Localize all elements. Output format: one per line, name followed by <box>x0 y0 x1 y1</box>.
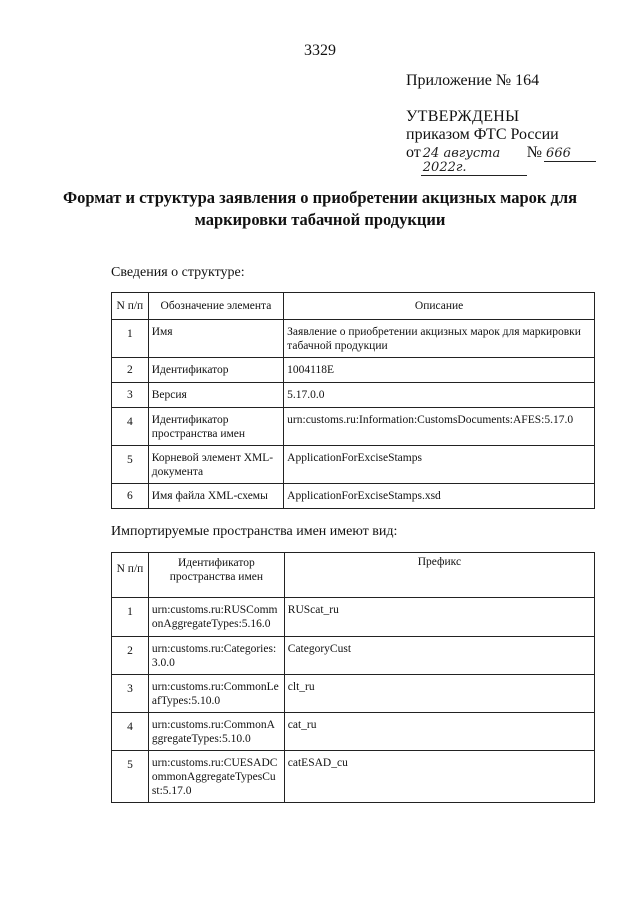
element-name: Имя <box>148 320 283 358</box>
number-prefix: № <box>526 144 543 161</box>
element-description: ApplicationForExciseStamps <box>284 446 595 484</box>
handwritten-date: 24 августа 2022г. <box>421 147 527 176</box>
table-row <box>112 446 595 484</box>
structure-section-label: Сведения о структуре: <box>111 265 245 280</box>
row-number: 5 <box>112 446 149 484</box>
table-row <box>112 751 595 803</box>
element-description: urn:customs.ru:Information:CustomsDocuments:AFES:5.17.0 <box>284 408 595 446</box>
table-row <box>112 598 595 637</box>
element-name: Имя файла XML-схемы <box>148 484 283 509</box>
table-row <box>112 637 595 675</box>
row-number: 5 <box>112 751 149 803</box>
table-row <box>112 358 595 383</box>
column-header: Идентификатор пространства имен <box>148 553 284 598</box>
table-row <box>112 383 595 408</box>
row-number: 1 <box>112 598 149 637</box>
namespace-prefix: clt_ru <box>284 675 594 713</box>
namespace-id: urn:customs.ru:CommonLeafTypes:5.10.0 <box>148 675 284 713</box>
table-row <box>112 320 595 358</box>
structure-table <box>111 292 595 509</box>
table-row <box>112 484 595 509</box>
element-name: Версия <box>148 383 283 408</box>
column-header: Обозначение элемента <box>148 293 283 320</box>
row-number: 2 <box>112 358 149 383</box>
row-number: 3 <box>112 383 149 408</box>
row-number: 4 <box>112 713 149 751</box>
table-row <box>112 675 595 713</box>
row-number: 2 <box>112 637 149 675</box>
namespace-id: urn:customs.ru:CommonAggregateTypes:5.10.0 <box>148 713 284 751</box>
appendix-label: Приложение № 164 <box>406 72 540 89</box>
table-header-row <box>112 293 595 320</box>
column-header: N п/п <box>112 553 149 598</box>
namespaces-table <box>111 552 595 803</box>
element-description: 5.17.0.0 <box>284 383 595 408</box>
namespace-id: urn:customs.ru:Categories:3.0.0 <box>148 637 284 675</box>
handwritten-order-number: 666 <box>544 147 596 162</box>
document-title: Формат и структура заявления о приобретении акцизных марок для маркировки табачной продукции <box>62 188 578 229</box>
row-number: 3 <box>112 675 149 713</box>
namespace-prefix: RUScat_ru <box>284 598 594 637</box>
page-number: 3329 <box>304 42 336 59</box>
column-header: Префикс <box>284 553 594 598</box>
column-header: N п/п <box>112 293 149 320</box>
row-number: 1 <box>112 320 149 358</box>
approved-label: УТВЕРЖДЕНЫ <box>406 108 520 125</box>
element-description: ApplicationForExciseStamps.xsd <box>284 484 595 509</box>
namespace-prefix: CategoryCust <box>284 637 594 675</box>
table-row <box>112 408 595 446</box>
column-header: Описание <box>284 293 595 320</box>
order-date-line <box>406 144 596 176</box>
namespace-prefix: catESAD_cu <box>284 751 594 803</box>
namespaces-section-label: Импортируемые пространства имен имеют вид: <box>111 524 398 539</box>
order-by-label: приказом ФТС России <box>406 126 559 143</box>
table-row <box>112 713 595 751</box>
row-number: 6 <box>112 484 149 509</box>
element-description: Заявление о приобретении акцизных марок для маркировки табачной продукции <box>284 320 595 358</box>
row-number: 4 <box>112 408 149 446</box>
table-header-row <box>112 553 595 598</box>
namespace-id: urn:customs.ru:RUSCommonAggregateTypes:5.16.0 <box>148 598 284 637</box>
date-prefix: от <box>406 144 421 161</box>
element-name: Идентификатор пространства имен <box>148 408 283 446</box>
element-name: Идентификатор <box>148 358 283 383</box>
namespace-id: urn:customs.ru:CUESADCommonAggregateTypesCust:5.17.0 <box>148 751 284 803</box>
namespace-prefix: cat_ru <box>284 713 594 751</box>
element-name: Корневой элемент XML-документа <box>148 446 283 484</box>
element-description: 1004118E <box>284 358 595 383</box>
